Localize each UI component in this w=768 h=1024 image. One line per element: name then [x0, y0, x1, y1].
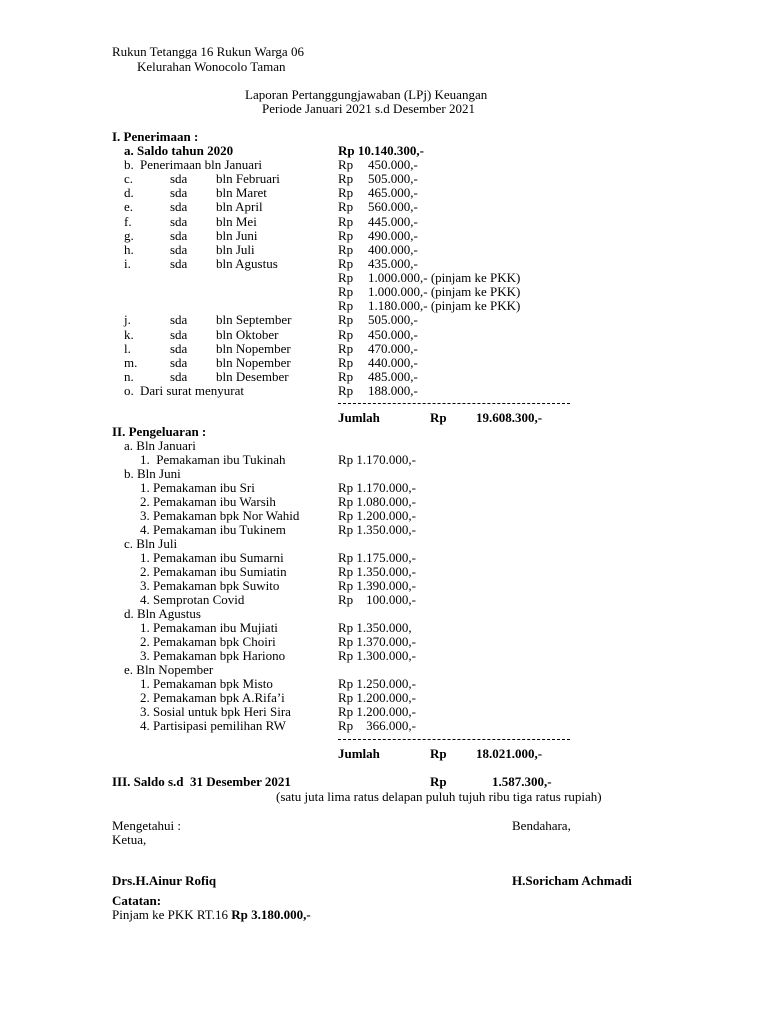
income-row-description: bln Juli	[216, 242, 255, 257]
notes-heading: Catatan:	[112, 893, 162, 908]
income-row-currency: Rp	[338, 228, 354, 243]
expense-item-amount: Rp 1.200.000,-	[338, 704, 416, 719]
section-pengeluaran-heading: II. Pengeluaran :	[112, 424, 207, 439]
income-row-currency: Rp	[338, 298, 354, 313]
income-row-sda: sda	[170, 256, 188, 271]
income-row-letter: i.	[124, 256, 131, 271]
expense-item-description: 1. Pemakaman ibu Tukinah	[140, 452, 286, 467]
income-row-letter: b.	[124, 157, 134, 172]
income-row-amount: 450.000,-	[368, 157, 418, 172]
notes-label: Pinjam ke PKK RT.16	[112, 907, 232, 922]
income-row-letter: f.	[124, 214, 132, 229]
income-row-currency: Rp	[338, 185, 354, 200]
opening-balance-label: a. Saldo tahun 2020	[124, 143, 234, 158]
expense-item-amount: Rp 1.170.000,-	[338, 452, 416, 467]
expense-item-amount: Rp 1.350.000,	[338, 620, 412, 635]
expense-item-amount: Rp 1.170.000,-	[338, 480, 416, 495]
expense-month-group: a. Bln Januari	[124, 438, 196, 453]
expense-item-amount: Rp 1.390.000,-	[338, 578, 416, 593]
expense-item-amount: Rp 366.000,-	[338, 718, 416, 733]
income-row-letter: d.	[124, 185, 134, 200]
signature-treasurer-name: H.Soricham Achmadi	[512, 873, 632, 888]
signature-treasurer-title: Bendahara,	[512, 818, 571, 833]
income-row-currency: Rp	[338, 284, 354, 299]
expense-item-description: 3. Pemakaman bpk Nor Wahid	[140, 508, 300, 523]
income-row-amount: 450.000,-	[368, 327, 418, 342]
income-row-currency: Rp	[338, 383, 354, 398]
income-row-amount: 445.000,-	[368, 214, 418, 229]
income-row-sda: sda	[170, 171, 188, 186]
income-row-amount: 400.000,-	[368, 242, 418, 257]
expense-item-description: 2. Pemakaman bpk A.Rifa’i	[140, 690, 285, 705]
income-row-description: bln Oktober	[216, 327, 279, 342]
income-row-amount: 435.000,-	[368, 256, 418, 271]
final-balance-amount: 1.587.300,-	[492, 774, 552, 789]
income-row-sda: sda	[170, 228, 188, 243]
report-period: Periode Januari 2021 s.d Desember 2021	[262, 101, 476, 116]
expense-item-amount: Rp 1.175.000,-	[338, 550, 416, 565]
income-row-description: bln Agustus	[216, 256, 278, 271]
expense-item-amount: Rp 1.350.000,-	[338, 522, 416, 537]
income-row-currency: Rp	[338, 214, 354, 229]
expense-item-description: 3. Pemakaman bpk Suwito	[140, 578, 280, 593]
income-row-amount: 505.000,-	[368, 171, 418, 186]
income-row-sda: sda	[170, 327, 188, 342]
expense-item-description: 1. Pemakaman ibu Mujiati	[140, 620, 278, 635]
income-row-description: bln Februari	[216, 171, 280, 186]
income-row-sda: sda	[170, 214, 188, 229]
expense-item-description: 1. Pemakaman ibu Sri	[140, 480, 255, 495]
section-penerimaan-heading: I. Penerimaan :	[112, 129, 199, 144]
final-balance-currency: Rp	[430, 774, 447, 789]
expense-divider	[338, 739, 570, 740]
income-row-amount: 485.000,-	[368, 369, 418, 384]
income-total-label: Jumlah	[338, 410, 380, 425]
income-row-letter: j.	[124, 312, 131, 327]
income-row-currency: Rp	[338, 369, 354, 384]
income-row-letter: o.	[124, 383, 134, 398]
income-row-description: bln Nopember	[216, 341, 291, 356]
income-row-sda: sda	[170, 355, 188, 370]
income-row-sda: sda	[170, 341, 188, 356]
expense-item-amount: Rp 1.200.000,-	[338, 690, 416, 705]
income-row-amount: 1.000.000,- (pinjam ke PKK)	[368, 284, 521, 299]
income-row-description: Penerimaan bln Januari	[140, 157, 263, 172]
income-total-currency: Rp	[430, 410, 447, 425]
income-row-amount: 560.000,-	[368, 199, 418, 214]
expense-month-group: e. Bln Nopember	[124, 662, 214, 677]
income-row-letter: g.	[124, 228, 134, 243]
income-row-description: bln Mei	[216, 214, 257, 229]
income-row-currency: Rp	[338, 256, 354, 271]
income-row-currency: Rp	[338, 157, 354, 172]
expense-total-amount: 18.021.000,-	[476, 746, 543, 761]
expense-item-amount: Rp 1.370.000,-	[338, 634, 416, 649]
expense-total-currency: Rp	[430, 746, 447, 761]
income-row-amount: 470.000,-	[368, 341, 418, 356]
income-row-amount: 188.000,-	[368, 383, 418, 398]
income-row-description: Dari surat menyurat	[140, 383, 244, 398]
income-row-amount: 490.000,-	[368, 228, 418, 243]
opening-balance-amount: Rp 10.140.300,-	[338, 143, 424, 158]
income-row-amount: 505.000,-	[368, 312, 418, 327]
income-row-sda: sda	[170, 312, 188, 327]
expense-month-group: b. Bln Juni	[124, 466, 181, 481]
income-row-description: bln September	[216, 312, 292, 327]
expense-item-description: 4. Pemakaman ibu Tukinem	[140, 522, 286, 537]
income-row-currency: Rp	[338, 270, 354, 285]
expense-item-description: 3. Pemakaman bpk Hariono	[140, 648, 286, 663]
expense-item-amount: Rp 1.350.000,-	[338, 564, 416, 579]
report-title: Laporan Pertanggungjawaban (LPj) Keuangan	[245, 87, 488, 102]
notes-amount: Rp 3.180.000,-	[231, 907, 311, 922]
expense-item-description: 1. Pemakaman ibu Sumarni	[140, 550, 284, 565]
income-row-letter: c.	[124, 171, 134, 186]
signature-chair-name: Drs.H.Ainur Rofiq	[112, 873, 217, 888]
expense-item-description: 4. Partisipasi pemilihan RW	[140, 718, 286, 733]
income-row-currency: Rp	[338, 312, 354, 327]
expense-item-description: 1. Pemakaman bpk Misto	[140, 676, 273, 691]
income-row-description: bln Nopember	[216, 355, 291, 370]
income-row-sda: sda	[170, 242, 188, 257]
income-row-letter: k.	[124, 327, 134, 342]
header-kelurahan: Kelurahan Wonocolo Taman	[137, 59, 286, 74]
income-divider	[338, 403, 570, 404]
expense-month-group: d. Bln Agustus	[124, 606, 201, 621]
signature-acknowledged: Mengetahui :	[112, 818, 181, 833]
expense-total-label: Jumlah	[338, 746, 380, 761]
expense-item-amount: Rp 1.250.000,-	[338, 676, 416, 691]
income-row-amount: 1.180.000,- (pinjam ke PKK)	[368, 298, 521, 313]
income-row-amount: 440.000,-	[368, 355, 418, 370]
income-row-amount: 1.000.000,- (pinjam ke PKK)	[368, 270, 521, 285]
expense-item-amount: Rp 100.000,-	[338, 592, 416, 607]
income-row-currency: Rp	[338, 171, 354, 186]
income-row-currency: Rp	[338, 242, 354, 257]
income-row-description: bln April	[216, 199, 263, 214]
expense-item-amount: Rp 1.300.000,-	[338, 648, 416, 663]
signature-chair-title: Ketua,	[112, 832, 147, 847]
income-row-sda: sda	[170, 199, 188, 214]
expense-item-description: 3. Sosial untuk bpk Heri Sira	[140, 704, 291, 719]
final-balance-label: III. Saldo s.d 31 Desember 2021	[112, 774, 291, 789]
expense-item-description: 2. Pemakaman ibu Sumiatin	[140, 564, 287, 579]
expense-month-group: c. Bln Juli	[124, 536, 178, 551]
income-row-currency: Rp	[338, 355, 354, 370]
expense-item-description: 4. Semprotan Covid	[140, 592, 245, 607]
income-row-sda: sda	[170, 185, 188, 200]
income-row-sda: sda	[170, 369, 188, 384]
income-row-letter: e.	[124, 199, 134, 214]
income-row-description: bln Juni	[216, 228, 258, 243]
income-row-description: bln Desember	[216, 369, 289, 384]
expense-item-amount: Rp 1.200.000,-	[338, 508, 416, 523]
notes-text	[112, 908, 311, 922]
income-row-letter: m.	[124, 355, 138, 370]
income-row-description: bln Maret	[216, 185, 267, 200]
expense-item-description: 2. Pemakaman ibu Warsih	[140, 494, 276, 509]
income-row-letter: h.	[124, 242, 134, 257]
expense-item-amount: Rp 1.080.000,-	[338, 494, 416, 509]
income-row-currency: Rp	[338, 327, 354, 342]
income-row-currency: Rp	[338, 199, 354, 214]
income-row-currency: Rp	[338, 341, 354, 356]
income-row-letter: n.	[124, 369, 134, 384]
final-balance-spelled: (satu juta lima ratus delapan puluh tujuh ribu tiga ratus rupiah)	[276, 789, 602, 804]
income-row-letter: l.	[124, 341, 131, 356]
header-rt-rw: Rukun Tetangga 16 Rukun Warga 06	[112, 44, 304, 59]
expense-item-description: 2. Pemakaman bpk Choiri	[140, 634, 276, 649]
income-row-amount: 465.000,-	[368, 185, 418, 200]
income-total-amount: 19.608.300,-	[476, 410, 543, 425]
